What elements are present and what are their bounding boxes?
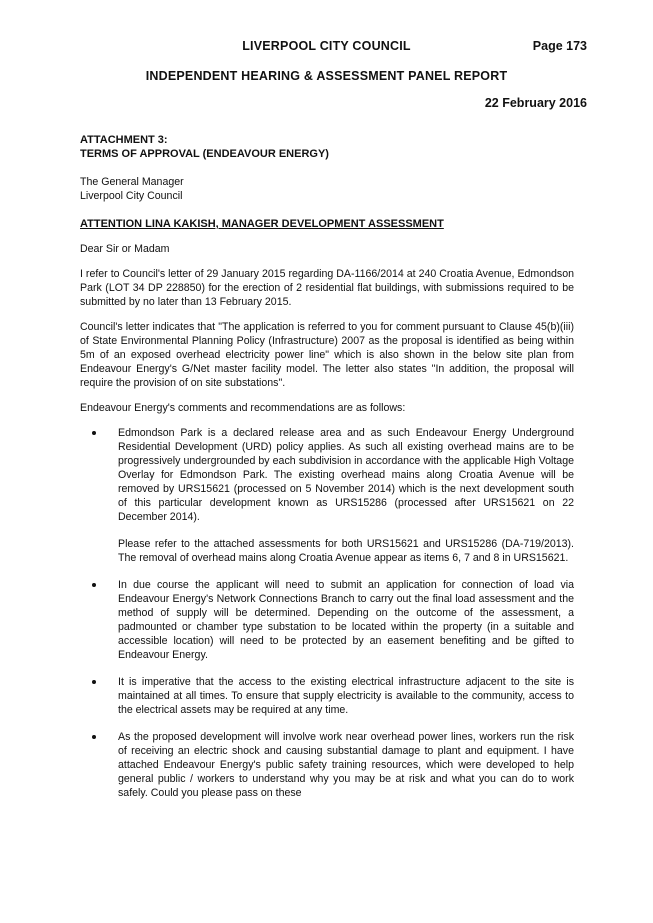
report-date: 22 February 2016 [484, 96, 587, 110]
bullet-icon [92, 735, 96, 739]
addressee-line-2: Liverpool City Council [80, 190, 183, 202]
bullet-icon [92, 431, 96, 435]
bullet-icon [92, 680, 96, 684]
recommendations-list [80, 426, 574, 800]
paragraph-reference: I refer to Council's letter of 29 January 2015 regarding DA-1166/2014 at 240 Croatia Avenue, Edmondson Park (LOT 34 DP 228850) for the erection of 2 residential flat buildings, with submissions required to be submitted by no later than 13 February 2015. [80, 268, 574, 308]
report-title: INDEPENDENT HEARING & ASSESSMENT PANEL REPORT [145, 69, 508, 83]
list-item-text: It is imperative that the access to the existing electrical infrastructure adjacent to the site is maintained at all times. To ensure that supply electricity is available to the community, access to the electrical assets may be required at any time. [118, 676, 574, 716]
page-number: Page 173 [532, 39, 587, 53]
attachment-number: ATTACHMENT 3: [80, 134, 168, 146]
list-item [80, 730, 574, 800]
list-item-text: As the proposed development will involve work near overhead power lines, workers run the risk of receiving an electric shock and causing substantial damage to plant and equipment. I have attached Endeavour Energy's public safety training resources, which were developed to help general public / workers to understand why you may be at risk and what you can do to work safely. Could you please pass on these [118, 731, 574, 799]
list-item [80, 675, 574, 717]
paragraph-council-letter: Council's letter indicates that "The application is referred to you for comment pursuant to Clause 45(b)(iii) of State Environmental Planning Policy (Infrastructure) 2007 as the proposal is identified as being within 5m of an exposed overhead electricity power line" which is also shown in the below site plan from Endeavour Energy's G/Net master facility model. The letter also states "In addition, the proposal will require the provision of on site substations". [80, 321, 574, 389]
salutation: Dear Sir or Madam [80, 243, 170, 255]
list-item-subparagraph: Please refer to the attached assessments for both URS15621 and URS15286 (DA-719/2013). The removal of overhead mains along Croatia Avenue appear as items 6, 7 and 8 in URS15621. [118, 538, 574, 564]
list-item-text: In due course the applicant will need to submit an application for connection of load via Endeavour Energy's Network Connections Branch to carry out the final load assessment and the method of supply will be determined. Depending on the outcome of the assessment, a padmounted or chamber type substation to be located within the property (in a suitable and accessible location) will need to be protected by an easement benefiting and be gifted to Endeavour Energy. [118, 579, 574, 661]
list-item [80, 426, 574, 565]
paragraph-comments-intro: Endeavour Energy's comments and recommendations are as follows: [80, 402, 406, 414]
list-item [80, 578, 574, 662]
letter-body [80, 133, 574, 813]
council-name: LIVERPOOL CITY COUNCIL [242, 39, 411, 53]
attachment-title: TERMS OF APPROVAL (ENDEAVOUR ENERGY) [80, 148, 329, 160]
list-item-text: Edmondson Park is a declared release area and as such Endeavour Energy Underground Residential Development (URD) policy applies. As such all existing overhead mains are to be progressively undergrounded by each subdivision in accordance with the applicable High Voltage Overlay for Edmondson Park. The existing overhead mains along Croatia Avenue will be removed by URS15621 (processed on 5 November 2014) which is the next development south of this particular development known as URS15286 (processed after URS15621 on 22 December 2014). [118, 427, 574, 523]
addressee-line-1: The General Manager [80, 176, 184, 188]
attention-line: ATTENTION LINA KAKISH, MANAGER DEVELOPMENT ASSESSMENT [80, 218, 444, 230]
bullet-icon [92, 583, 96, 587]
